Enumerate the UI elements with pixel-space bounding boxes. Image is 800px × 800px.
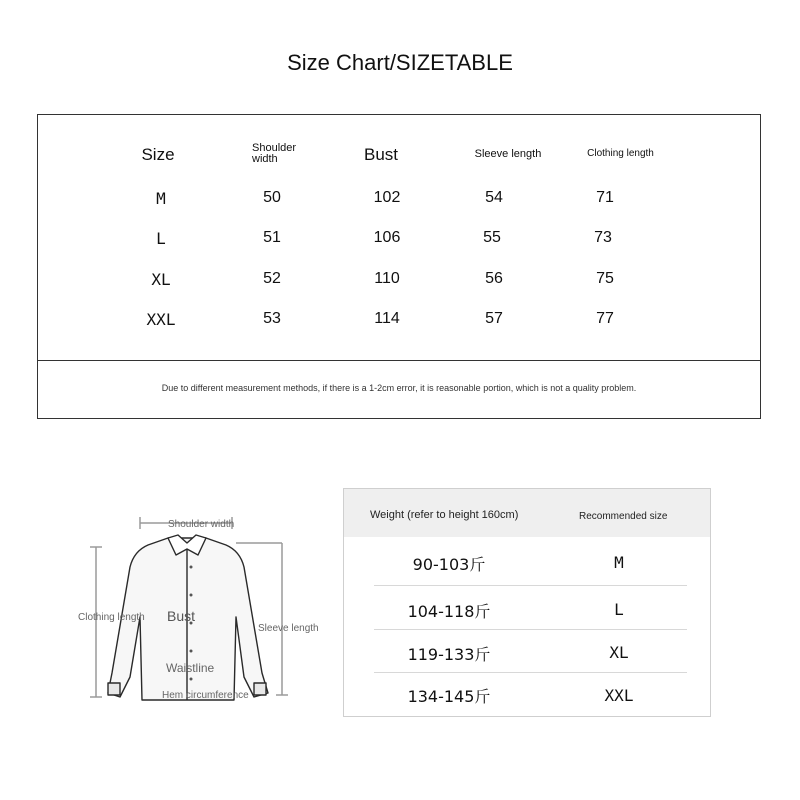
header-recommended-size: Recommended size	[579, 511, 668, 522]
row-bust-cell: 106	[373, 229, 401, 246]
header-size: Size	[141, 145, 175, 164]
row-length-cell: 71	[596, 189, 614, 206]
size-table	[37, 114, 761, 419]
weight-table-header	[344, 489, 710, 537]
label-sleeve-length: Sleeve length	[258, 623, 319, 634]
header-shoulder-width: Shoulder width	[252, 142, 297, 165]
label-shoulder-width: Shoulder width	[168, 519, 235, 530]
weight-range-cell: 119-133斤	[407, 645, 491, 664]
recommended-size-cell: L	[614, 600, 624, 619]
header-clothing-length: Clothing length	[587, 148, 654, 159]
row-divider	[374, 585, 687, 586]
row-sleeve-cell: 54	[485, 189, 503, 206]
recommended-size-cell: M	[614, 553, 624, 572]
header-bust: Bust	[363, 145, 399, 164]
row-shoulder-cell: 51	[263, 229, 281, 246]
recommended-size-cell: XXL	[604, 686, 634, 705]
label-clothing-length: Clothing length	[78, 612, 145, 623]
label-hem-circumference: Hem circumference	[162, 690, 249, 701]
label-bust: Bust	[167, 608, 196, 624]
row-sleeve-cell: 55	[483, 229, 501, 246]
row-size-cell: M	[156, 189, 166, 208]
row-shoulder-cell: 50	[263, 189, 281, 206]
row-length-cell: 73	[594, 229, 612, 246]
weight-range-cell: 90-103斤	[412, 555, 486, 574]
row-bust-cell: 114	[374, 310, 400, 327]
row-bust-cell: 102	[373, 189, 401, 206]
row-size-cell: L	[156, 229, 166, 248]
weight-range-cell: 104-118斤	[407, 602, 491, 621]
row-length-cell: 77	[596, 310, 614, 327]
row-sleeve-cell: 57	[485, 310, 503, 327]
row-shoulder-cell: 52	[263, 270, 281, 287]
row-shoulder-cell: 53	[263, 310, 281, 327]
weight-range-cell: 134-145斤	[407, 687, 491, 706]
garment-diagram	[72, 505, 334, 720]
row-length-cell: 75	[596, 270, 614, 287]
page-title: Size Chart/SIZETABLE	[287, 50, 513, 75]
row-sleeve-cell: 56	[485, 270, 503, 287]
row-divider	[374, 672, 687, 673]
header-weight: Weight (refer to height 160cm)	[370, 509, 519, 521]
row-divider	[374, 629, 687, 630]
measurement-note: Due to different measurement methods, if there is a 1-2cm error, it is reasonable portion, which is not a quality problem.	[161, 383, 637, 393]
label-waistline: Waistline	[166, 661, 215, 675]
recommended-size-cell: XL	[609, 643, 629, 662]
weight-table	[343, 488, 711, 717]
row-size-cell: XXL	[146, 310, 176, 329]
row-bust-cell: 110	[374, 270, 400, 287]
row-size-cell: XL	[151, 270, 171, 289]
header-sleeve-length: Sleeve length	[474, 148, 542, 160]
table-divider	[38, 360, 760, 361]
